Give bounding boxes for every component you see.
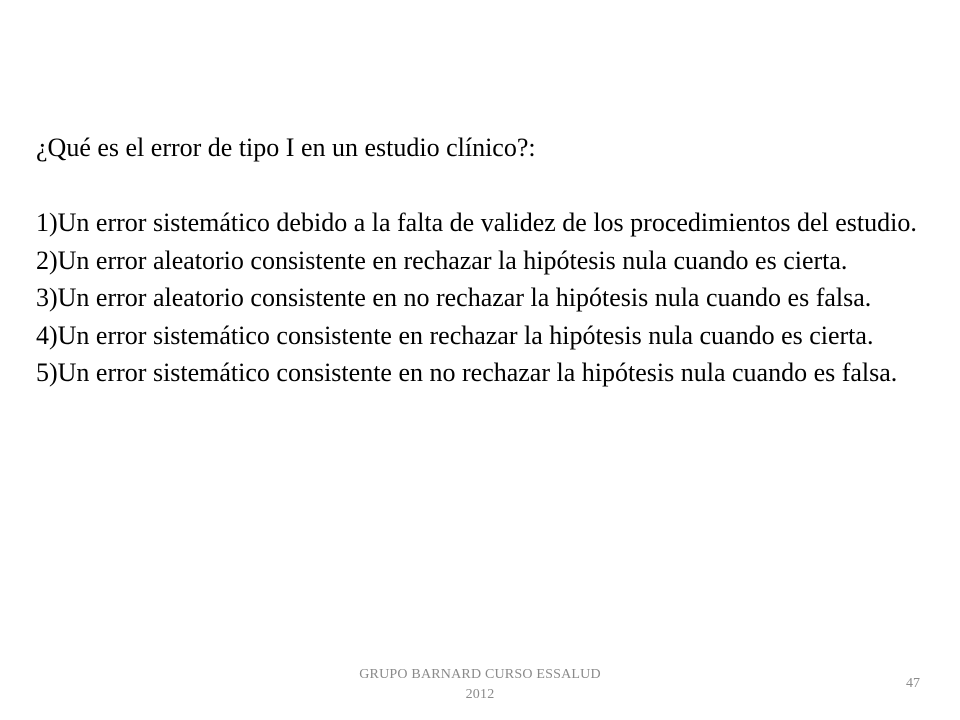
answer-option-1: 1)Un error sistemático debido a la falta de validez de los procedimientos del estudio. bbox=[36, 208, 917, 237]
answer-option-4: 4)Un error sistemático consistente en rechazar la hipótesis nula cuando es cierta. bbox=[36, 320, 874, 350]
spacer bbox=[36, 167, 926, 205]
answer-option-2: 2)Un error aleatorio consistente en rechazar la hipótesis nula cuando es cierta. bbox=[36, 245, 848, 275]
page-number: 47 bbox=[906, 676, 920, 691]
answer-option-3: 3)Un error aleatorio consistente en no rechazar la hipótesis nula cuando es falsa. bbox=[36, 283, 872, 312]
slide-content bbox=[36, 129, 926, 392]
question-text: ¿Qué es el error de tipo I en un estudio clínico?: bbox=[36, 133, 536, 162]
answer-option-5: 5)Un error sistemático consistente en no rechazar la hipótesis nula cuando es falsa. bbox=[36, 358, 898, 387]
footer-line-1: GRUPO BARNARD CURSO ESSALUD bbox=[359, 667, 601, 682]
footer-line-2: 2012 bbox=[465, 687, 495, 702]
footer-text bbox=[330, 665, 630, 705]
